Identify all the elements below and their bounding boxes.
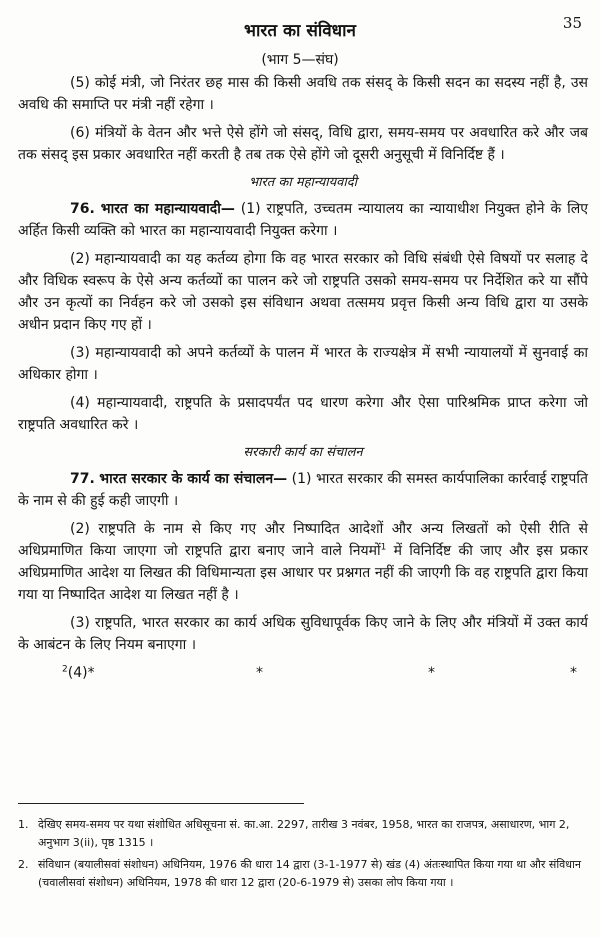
omission-mark: *	[570, 665, 577, 681]
section-77-title: भारत सरकार के कार्य का संचालन—	[99, 471, 288, 487]
section-76-clause-1	[18, 198, 588, 242]
section-77-clause-2	[18, 518, 588, 606]
section-76-clause-3: (3) महान्यायवादी को अपने कर्तव्यों के पालन में भारत के राज्यक्षेत्र में सभी न्यायालयों में सुनवाई का अधिकार होगा ।	[18, 345, 588, 383]
page-number: 35	[562, 14, 582, 32]
section-77-clause-4-label	[62, 662, 95, 684]
footnote-ref-2: 2	[62, 664, 68, 675]
section-76-clause-2: (2) महान्यायवादी का यह कर्तव्य होगा कि वह भारत सरकार को विधि संबंधी ऐसे विषयों पर सलाह दे और विधिक स्वरूप के ऐसे अन्य कर्तव्यों का पालन करे जो राष्ट्रपति उसको समय-समय पर निर्देशित करे या सौंपे और उन कृत्यों का निर्वहन करे जो उसको इस संविधान अथवा तत्समय प्रवृत्त किसी अन्य विधि द्वारा या उसके अधीन प्रदान किए गए हों ।	[18, 251, 588, 333]
page-subtitle: (भाग 5—संघ)	[261, 52, 339, 68]
section-77-clause-1	[18, 468, 588, 512]
omission-mark: *	[256, 665, 263, 681]
footnote-ref-1: 1	[380, 542, 387, 553]
section-76-title: भारत का महान्यायवादी—	[100, 201, 235, 217]
paragraph-5: (5) कोई मंत्री, जो निरंतर छह मास की किसी अवधि तक संसद् के किसी सदन का सदस्य नहीं है, उस अवधि की समाप्ति पर मंत्री नहीं रहेगा ।	[18, 75, 588, 113]
section-76-heading: भारत का महान्यायवादी	[248, 175, 358, 190]
section-77-clause-4-omitted	[18, 662, 588, 688]
section-77-clause-3: (3) राष्ट्रपति, भारत सरकार का कार्य अधिक सुविधापूर्वक किए जाने के लिए और मंत्रियों में उक्त कार्य के आबंटन के लिए नियम बनाएगा ।	[18, 615, 588, 653]
section-76-clause-1-text: (1) राष्ट्रपति, उच्चतम न्यायालय का न्यायाधीश नियुक्त होने के लिए अर्हित किसी व्यक्ति को भारत का महान्यायवादी नियुक्त करेगा ।	[18, 201, 589, 239]
section-76-number: 76.	[70, 201, 95, 217]
section-77-clause-2-text-b: में विनिर्दिष्ट की जाए और इस प्रकार अधिप्रमाणित आदेश या लिखत की विधिमान्यता इस आधार पर प्रश्नगत नहीं की जाएगी कि वह राष्ट्रपति द्वारा किया गया या निष्पादित आदेश या लिखत नहीं है ।	[18, 543, 589, 603]
page-title: भारत का संविधान	[244, 21, 356, 41]
section-77-number: 77.	[70, 471, 95, 487]
footnotes	[18, 816, 588, 896]
footnote-1-mark: 1.	[18, 818, 29, 831]
clause-4-label: (4)*	[67, 665, 95, 681]
footnote-2-mark: 2.	[18, 858, 29, 871]
footnote-2-text: संविधान (बयालीसवां संशोधन) अधिनियम, 1976 की धारा 14 द्वारा (3-1-1977 से) खंड (4) अंतःस्थापित किया गया था और संविधान (चवालीसवां संशोधन) अधिनियम, 1978 की धारा 12 द्वारा (20-6-1979 से) उसका लोप किया गया ।	[38, 858, 582, 889]
section-77-clause-2-text-a: (2) राष्ट्रपति के नाम से किए गए और निष्पादित आदेशों और अन्य लिखतों को ऐसी रीति से अधिप्रमाणित किया जाएगा जो राष्ट्रपति द्वारा बनाए जाने वाले नियमों	[18, 521, 588, 559]
document-body	[18, 72, 588, 688]
footnote-1-text: देखिए समय-समय पर यथा संशोधित अधिसूचना सं. का.आ. 2297, तारीख 3 नवंबर, 1958, भारत का राजपत्र, असाधारण, भाग 2, अनुभाग 3(ii), पृष्ठ 1315 ।	[38, 818, 570, 849]
section-77-clause-1-text: (1) भारत सरकार की समस्त कार्यपालिका कार्रवाई राष्ट्रपति के नाम से की हुई कही जाएगी ।	[18, 471, 588, 509]
section-76-clause-4: (4) महान्यायवादी, राष्ट्रपति के प्रसादपर्यंत पद धारण करेगा और ऐसा पारिश्रमिक प्राप्त करेगा जो राष्ट्रपति अवधारित करे ।	[18, 395, 588, 433]
paragraph-6: (6) मंत्रियों के वेतन और भत्ते ऐसे होंगे जो संसद्, विधि द्वारा, समय-समय पर अवधारित करे और जब तक संसद् इस प्रकार अवधारित नहीं करती है तब तक ऐसे होंगे जो दूसरी अनुसूची में विनिर्दिष्ट हैं ।	[18, 125, 588, 163]
footnote-2	[18, 856, 588, 892]
footnote-1	[18, 816, 588, 852]
section-77-heading: सरकारी कार्य का संचालन	[243, 445, 363, 460]
footnote-divider	[18, 803, 304, 804]
omission-mark: *	[428, 665, 435, 681]
